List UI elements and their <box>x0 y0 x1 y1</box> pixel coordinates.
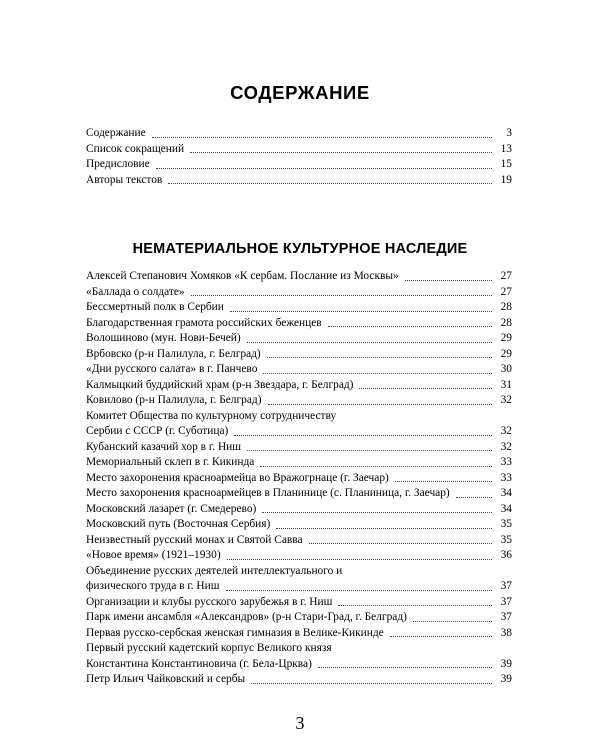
toc-entry <box>86 517 512 533</box>
dot-leader <box>226 590 492 591</box>
toc-entry-title: Первый русский кадетский корпус Великого князя <box>86 642 332 654</box>
toc-entry <box>86 300 512 316</box>
dot-leader <box>268 404 493 405</box>
dot-leader <box>328 326 492 327</box>
toc-entry-title: Предисловие <box>86 158 150 170</box>
dot-leader <box>260 466 492 467</box>
toc-entry <box>86 564 512 580</box>
toc-entry-page: 37 <box>500 580 512 592</box>
toc-entry <box>86 579 512 595</box>
toc-entry-page: 33 <box>500 456 512 468</box>
toc-entry-page: 35 <box>500 518 512 530</box>
toc-entry-title: Мемориальный склеп в г. Кикинда <box>86 456 255 468</box>
toc-entry <box>86 424 512 440</box>
toc-entry-page: 3 <box>506 127 512 139</box>
dot-leader <box>234 435 492 436</box>
toc-entry-page: 28 <box>500 316 512 329</box>
toc-entry-page: 28 <box>500 301 512 313</box>
toc-entry-page: 33 <box>500 471 512 484</box>
dot-leader <box>247 450 492 451</box>
toc-entry-title: Комитет Общества по культурному сотрудничеству <box>86 409 337 422</box>
toc-entry <box>86 269 512 285</box>
toc-entry <box>86 393 512 409</box>
dot-leader <box>230 311 492 312</box>
toc-entry <box>86 173 512 189</box>
dot-leader <box>190 152 492 153</box>
toc-entry-page: 37 <box>500 595 512 608</box>
toc-entry-title: Московский путь (Восточная Сербия) <box>86 518 271 530</box>
dot-leader <box>251 683 492 684</box>
toc-entry-title: Парк имени ансамбля «Александров» (р-н Стари-Град, г. Белград) <box>86 611 407 623</box>
toc-entry-title: Организации и клубы русского зарубежья в г. Ниш <box>86 595 333 608</box>
toc-entry-title: Сербии с СССР (г. Суботица) <box>86 425 229 437</box>
toc-entry-title: Авторы текстов <box>86 173 163 186</box>
toc-entry-title: Благодарственная грамота российских беженцев <box>86 316 322 329</box>
toc-entry-title: «Дни русского салата» в г. Панчево <box>86 363 258 375</box>
toc-entry-page: 37 <box>500 611 512 623</box>
dot-leader <box>156 168 492 169</box>
toc-entry <box>86 142 512 158</box>
toc-entry-title: Неизвестный русский монах и Святой Савва <box>86 533 303 546</box>
toc-entry-page: 34 <box>500 487 512 499</box>
toc-entry <box>86 378 512 394</box>
toc-entry-page: 32 <box>500 425 512 437</box>
toc-entry-page: 29 <box>500 347 512 360</box>
toc-entry-page: 13 <box>500 142 512 155</box>
toc-entry <box>86 471 512 487</box>
toc-entry-page: 35 <box>500 533 512 546</box>
toc-entry-title: Петр Ильич Чайковский и сербы <box>86 673 246 685</box>
toc-entry <box>86 657 512 673</box>
front-matter-list <box>86 126 512 188</box>
toc-entry <box>86 548 512 564</box>
toc-entry-title: Ковилово (р-н Палилула, г. Белград) <box>86 394 262 406</box>
dot-leader <box>262 512 492 513</box>
toc-entry-title: Бессмертный полк в Сербии <box>86 301 224 313</box>
toc-entry <box>86 610 512 626</box>
toc-entry-title: Волошиново (мун. Нови-Бечей) <box>86 332 241 344</box>
toc-entry-page: 31 <box>500 378 512 391</box>
toc-entry-title: Московский лазарет (г. Смедерево) <box>86 502 257 515</box>
toc-entry-page: 27 <box>500 285 512 298</box>
toc-entry <box>86 595 512 611</box>
toc-entry-page: 29 <box>500 332 512 344</box>
section-title: НЕМАТЕРИАЛЬНОЕ КУЛЬТУРНОЕ НАСЛЕДИЕ <box>132 241 468 257</box>
toc-entry-title: физического труда в г. Ниш <box>86 580 220 592</box>
dot-leader <box>152 137 492 138</box>
toc-entry-page: 39 <box>500 673 512 685</box>
toc-entry <box>86 362 512 378</box>
toc-entry <box>86 455 512 471</box>
page-title: СОДЕРЖАНИЕ <box>230 82 370 103</box>
toc-entry-page: 36 <box>500 549 512 561</box>
dot-leader <box>456 497 492 498</box>
dot-leader <box>390 636 492 637</box>
toc-entry-page: 34 <box>500 502 512 515</box>
dot-leader <box>395 481 492 482</box>
toc-entry <box>86 502 512 518</box>
toc-entry <box>86 285 512 301</box>
toc-entry-title: Содержание <box>86 127 146 139</box>
toc-entry <box>86 316 512 332</box>
toc-entry-title: Первая русско-сербская женская гимназия в Велике-Кикинде <box>86 626 384 639</box>
toc-entry-page: 19 <box>500 173 512 186</box>
toc-entry-title: Объединение русских деятелей интеллектуального и <box>86 564 343 577</box>
toc-entry-title: Место захоронения красноармейца во Вражогрнаце (г. Заечар) <box>86 471 389 484</box>
toc-entry <box>86 331 512 347</box>
dot-leader <box>405 280 492 281</box>
toc-entry-page: 27 <box>500 270 512 282</box>
dot-leader <box>227 559 492 560</box>
dot-leader <box>263 373 492 374</box>
toc-entry-page: 32 <box>500 394 512 406</box>
dot-leader <box>309 543 492 544</box>
dot-leader <box>318 667 492 668</box>
toc-entry <box>86 409 512 425</box>
toc-entry-page: 39 <box>500 657 512 670</box>
page-number: 3 <box>295 713 305 733</box>
toc-entry-title: Место захоронения красноармейцев в Планинице (с. Планиница, г. Заечар) <box>86 487 450 499</box>
toc-entry <box>86 126 512 142</box>
dot-leader <box>338 605 492 606</box>
toc-entry-title: «Новое время» (1921–1930) <box>86 549 221 561</box>
toc-entry-page: 38 <box>500 626 512 639</box>
dot-leader <box>168 183 492 184</box>
toc-entry-title: Алексей Степанович Хомяков «К сербам. Послание из Москвы» <box>86 270 399 282</box>
toc-entry <box>86 641 512 657</box>
section-entry-list <box>86 269 512 688</box>
toc-entry-title: Врбовско (р-н Палилула, г. Белград) <box>86 347 261 360</box>
toc-entry <box>86 672 512 688</box>
toc-entry-title: Кубанский казачий хор в г. Ниш <box>86 440 242 453</box>
toc-entry <box>86 626 512 642</box>
toc-entry <box>86 157 512 173</box>
toc-entry <box>86 486 512 502</box>
dot-leader <box>267 357 492 358</box>
dot-leader <box>247 342 492 343</box>
toc-entry-page: 30 <box>500 363 512 375</box>
dot-leader <box>276 528 492 529</box>
dot-leader <box>191 295 492 296</box>
toc-entry <box>86 347 512 363</box>
toc-entry-page: 15 <box>500 158 512 170</box>
toc-entry-title: Константина Константиновича (г. Бела-Црква) <box>86 657 312 670</box>
dot-leader <box>413 621 492 622</box>
dot-leader <box>359 388 492 389</box>
toc-entry-title: «Баллада о солдате» <box>86 285 185 298</box>
toc-entry <box>86 533 512 549</box>
toc-entry-page: 32 <box>500 440 512 453</box>
toc-entry <box>86 440 512 456</box>
toc-entry-title: Калмыцкий буддийский храм (р-н Звездара, г. Белград) <box>86 378 354 391</box>
toc-entry-title: Список сокращений <box>86 142 185 155</box>
